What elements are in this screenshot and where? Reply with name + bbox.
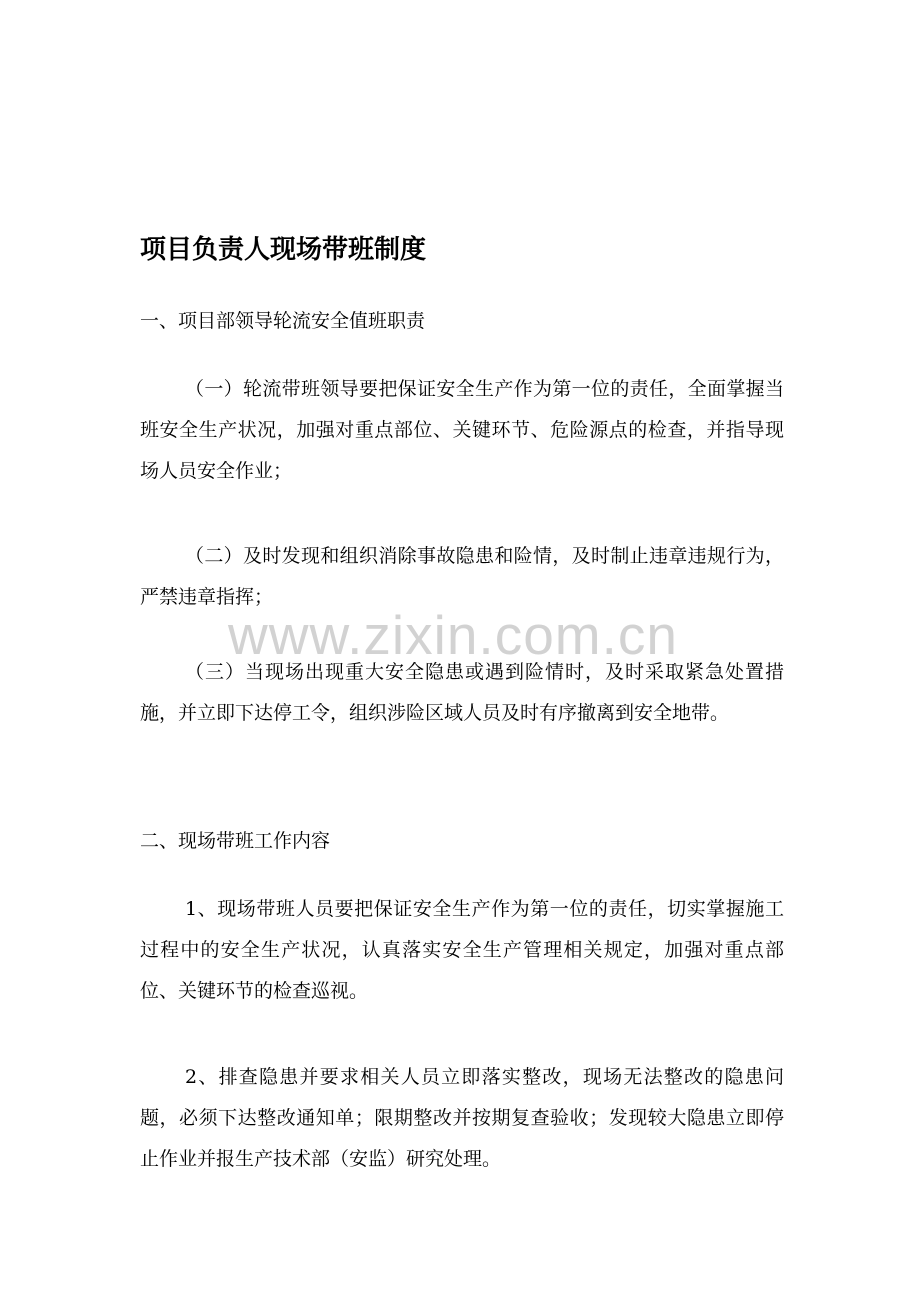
paragraph-2-2: 2、排查隐患并要求相关人员立即落实整改，现场无法整改的隐患问题，必须下达整改通知单；限期整改并按期复查验收；发现较大隐患立即停止作业并报生产技术部（安监）研究处理。 — [140, 1066, 784, 1170]
document-title: 项目负责人现场带班制度 — [140, 235, 427, 265]
section-heading-1: 一、项目部领导轮流安全值班职责 — [140, 310, 426, 332]
paragraph-1-1: （一）轮流带班领导要把保证安全生产作为第一位的责任，全面掌握当班安全生产状况，加强对重点部位、关键环节、危险源点的检查，并指导现场人员安全作业； — [140, 378, 784, 482]
paragraph-1-2: （二）及时发现和组织消除事故隐患和险情，及时制止违章违规行为，严禁违章指挥； — [140, 545, 784, 608]
watermark-text: www.zixin.com.cn — [228, 604, 678, 666]
paragraph-2-1: 1、现场带班人员要把保证安全生产作为第一位的责任，切实掌握施工过程中的安全生产状况，认真落实安全生产管理相关规定，加强对重点部位、关键环节的检查巡视。 — [140, 898, 784, 1002]
section-heading-2: 二、现场带班工作内容 — [140, 830, 331, 852]
paragraph-1-3: （三）当现场出现重大安全隐患或遇到险情时，及时采取紧急处置措施，并立即下达停工令，组织涉险区域人员及时有序撤离到安全地带。 — [140, 661, 784, 724]
